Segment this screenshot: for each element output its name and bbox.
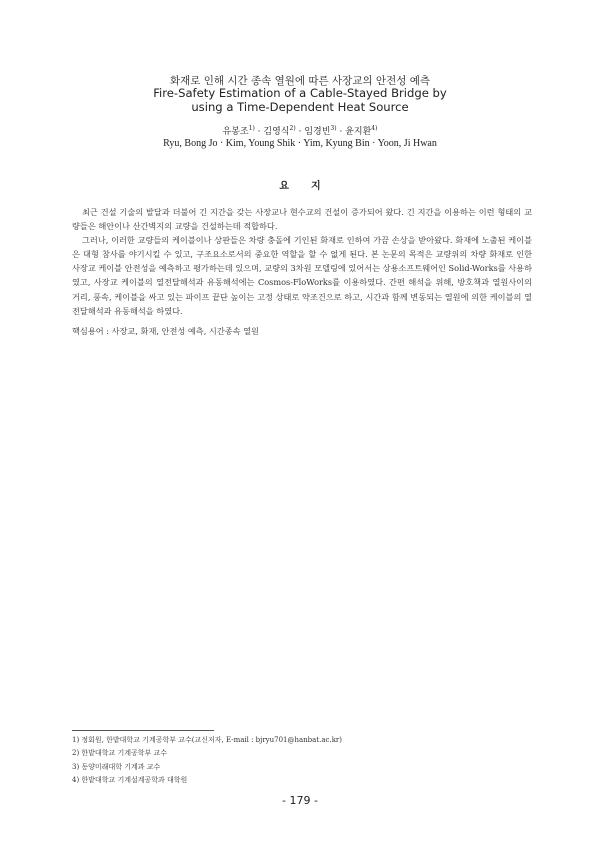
authors-english: Ryu, Bong Jo · Kim, Young Shik · Yim, Kyung Bin · Yoon, Ji Hwan (163, 138, 437, 149)
abstract-body (72, 205, 532, 318)
footnote-item: 2) 한밭대학교 기계공학부 교수 (72, 749, 168, 758)
author-mark: 2) (289, 125, 296, 132)
author-separator: · (257, 127, 261, 137)
author-name: 김영식 (263, 127, 290, 137)
abstract-heading: 요지 (279, 181, 343, 192)
author-mark: 4) (371, 125, 378, 132)
footnote-item: 4) 한밭대학교 기계설계공학과 대학원 (72, 775, 188, 784)
abstract-paragraph: 최근 건설 기술의 발달과 더불어 긴 지간을 갖는 사장교나 현수교의 건설이 증가되어 왔다. 긴 지간을 이용하는 이런 형태의 교량들은 해안이나 산간벽지의 교량을 건설하는데 적합하다. (72, 207, 532, 232)
footnote-item: 3) 동양미래대학 기계과 교수 (72, 762, 161, 771)
author-separator: · (298, 127, 302, 137)
author-mark: 3) (330, 125, 337, 132)
title-korean: 화재로 인해 시간 종속 열원에 따른 사장교의 안전성 예측 (170, 75, 430, 87)
author-mark: 1) (248, 125, 255, 132)
keywords: 핵심용어 : 사장교, 화재, 안전성 예측, 시간종속 열원 (72, 326, 259, 336)
footnote-divider (72, 730, 214, 731)
title-english-line-2: using a Time-Dependent Heat Source (191, 100, 409, 114)
authors-korean (0, 124, 600, 137)
author-name: 임경빈 (304, 127, 331, 137)
abstract-paragraph: 그러나, 이러한 교량들의 케이블이나 상판들은 차량 충돌에 기인된 화재로 인하여 가끔 손상을 받아왔다. 화재에 노출된 케이블은 대형 참사를 야기시킬 수 있고, 구조요소로서의 중요한 역할을 할 수 없게 된다. 본 논문의 목적은 교량위의 차량 화재로 인한 사장교 케이블 안전성을 예측하고 평가하는데 있으며, 교량의 3차원 모델링에 있어서는 상용소프트웨어인 Solid-Works를 사용하였고, 사장교 케이블의 열전달해석과 유동해석에는 Cosmos-FloWorks를 이용하였다. 간편 해석을 위해, 방호책과 열원사이의 거리, 풍속, 케이블을 싸고 있는 파이프 끝단 높이는 고정 상태로 약조건으로 하고, 시간과 함께 변동되는 열원에 의한 케이블의 열전달해석과 유동해석을 하였다. (72, 235, 532, 316)
author-name: 유봉조 (222, 127, 249, 137)
footnote-item: 1) 정회원, 한밭대학교 기계공학부 교수(교신저자, E-mail : bjryu701@hanbat.ac.kr) (72, 736, 343, 744)
page-number: - 179 - (282, 794, 318, 807)
footnotes (72, 734, 532, 787)
author-separator: · (339, 127, 343, 137)
author-name: 윤지환 (345, 127, 372, 137)
title-english-line-1: Fire-Safety Estimation of a Cable-Stayed Bridge by (153, 86, 447, 100)
title-english (0, 86, 600, 114)
